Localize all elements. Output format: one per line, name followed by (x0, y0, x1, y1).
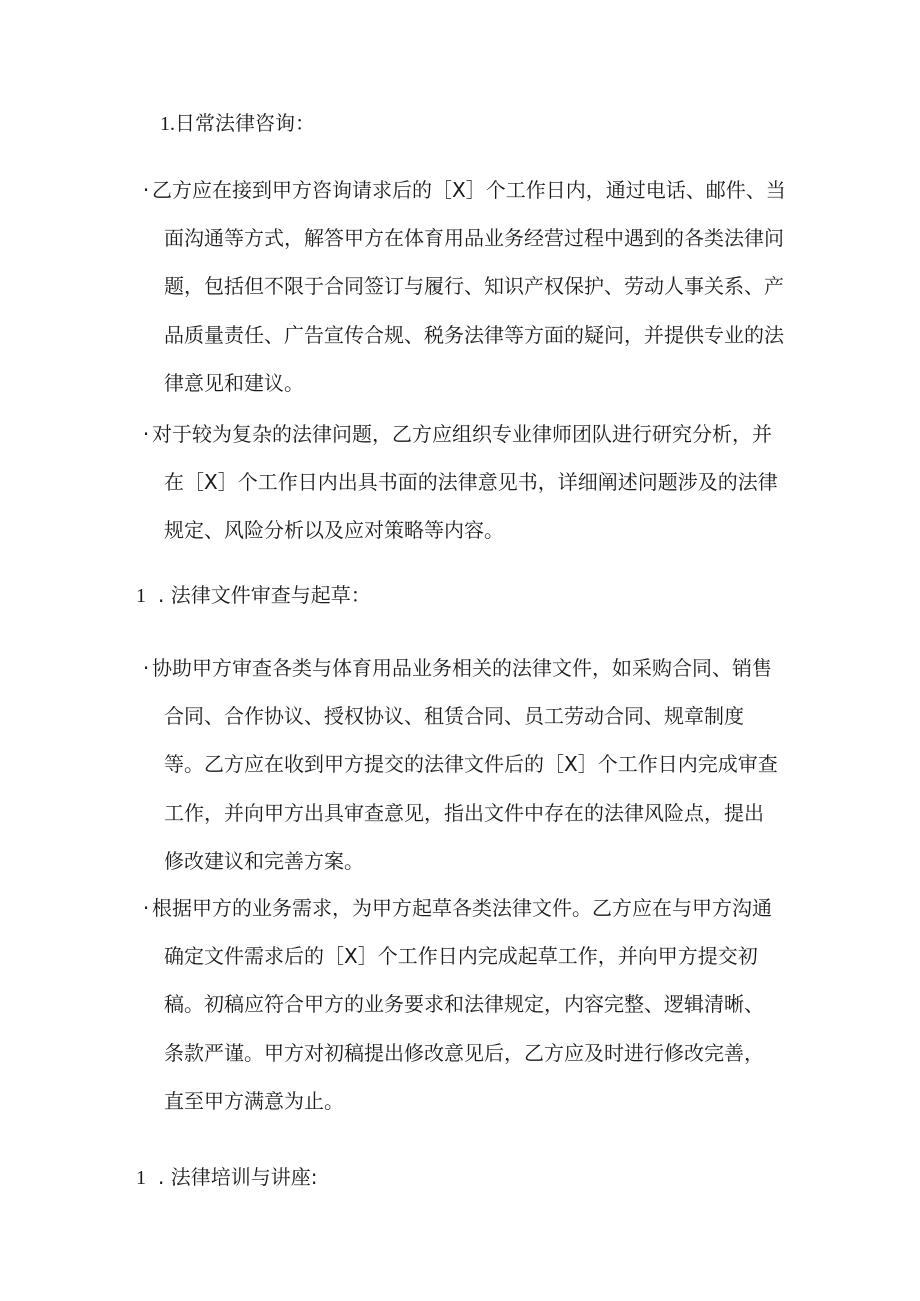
bullet-paragraph (138, 644, 798, 885)
bullet-marker: · (142, 896, 150, 920)
paragraph-line: 根据甲方的业务需求，为甲方起草各类法律文件。乙方应在与甲方沟通 (152, 896, 772, 920)
paragraph-line: 条款严谨。甲方对初稿提出修改意见后，乙方应及时进行修改完善， (164, 1040, 764, 1065)
paragraph-line: 在［X］个工作日内出具书面的法律意见书，详细阐述问题涉及的法律 (164, 470, 778, 495)
section-heading-document-review (136, 580, 371, 611)
paragraph-line: 律意见和建议。 (164, 370, 304, 395)
bullet-paragraph (138, 410, 798, 555)
bullet-marker: · (142, 178, 150, 202)
paragraph-line: 稿。初稿应符合甲方的业务要求和法律规定，内容完整、逻辑清晰、 (164, 992, 764, 1017)
bullet-paragraph (138, 166, 798, 407)
paragraph-line: 工作，并向甲方出具审查意见，指出文件中存在的法律风险点，提出 (164, 800, 764, 825)
paragraph-line: 合同、合作协议、授权协议、租赁合同、员工劳动合同、规章制度 (164, 704, 744, 729)
section-title: . 法律文件审查与起草： (158, 583, 371, 607)
bullet-marker: · (142, 422, 150, 446)
paragraph-line: 规定、风险分析以及应对策略等内容。 (164, 518, 504, 543)
section-heading-legal-training (136, 1162, 317, 1193)
section-title: 日常法律咨询： (175, 111, 315, 135)
section-number: 1 (136, 1167, 146, 1189)
section-title: . 法律培训与讲座: (158, 1165, 318, 1189)
section-heading-legal-consultation (160, 108, 315, 139)
section-number: 1. (160, 113, 175, 135)
paragraph-line: 协助甲方审查各类与体育用品业务相关的法律文件，如采购合同、销售 (152, 656, 772, 680)
paragraph-line: 对于较为复杂的法律问题，乙方应组织专业律师团队进行研究分析，并 (152, 422, 772, 446)
paragraph-line: 直至甲方满意为止。 (164, 1088, 344, 1113)
paragraph-line: 等。乙方应在收到甲方提交的法律文件后的［X］个工作日内完成审查 (164, 752, 778, 777)
paragraph-line: 修改建议和完善方案。 (164, 848, 364, 873)
bullet-paragraph (138, 884, 798, 1125)
paragraph-line: 乙方应在接到甲方咨询请求后的［X］个工作日内，通过电话、邮件、当 (152, 178, 786, 202)
paragraph-line: 面沟通等方式，解答甲方在体育用品业务经营过程中遇到的各类法律问 (164, 226, 784, 251)
paragraph-line: 品质量责任、广告宣传合规、税务法律等方面的疑问，并提供专业的法 (164, 322, 784, 347)
paragraph-line: 确定文件需求后的［X］个工作日内完成起草工作，并向甲方提交初 (164, 944, 758, 969)
section-number: 1 (136, 585, 146, 607)
bullet-marker: · (142, 656, 150, 680)
paragraph-line: 题，包括但不限于合同签订与履行、知识产权保护、劳动人事关系、产 (164, 274, 784, 299)
